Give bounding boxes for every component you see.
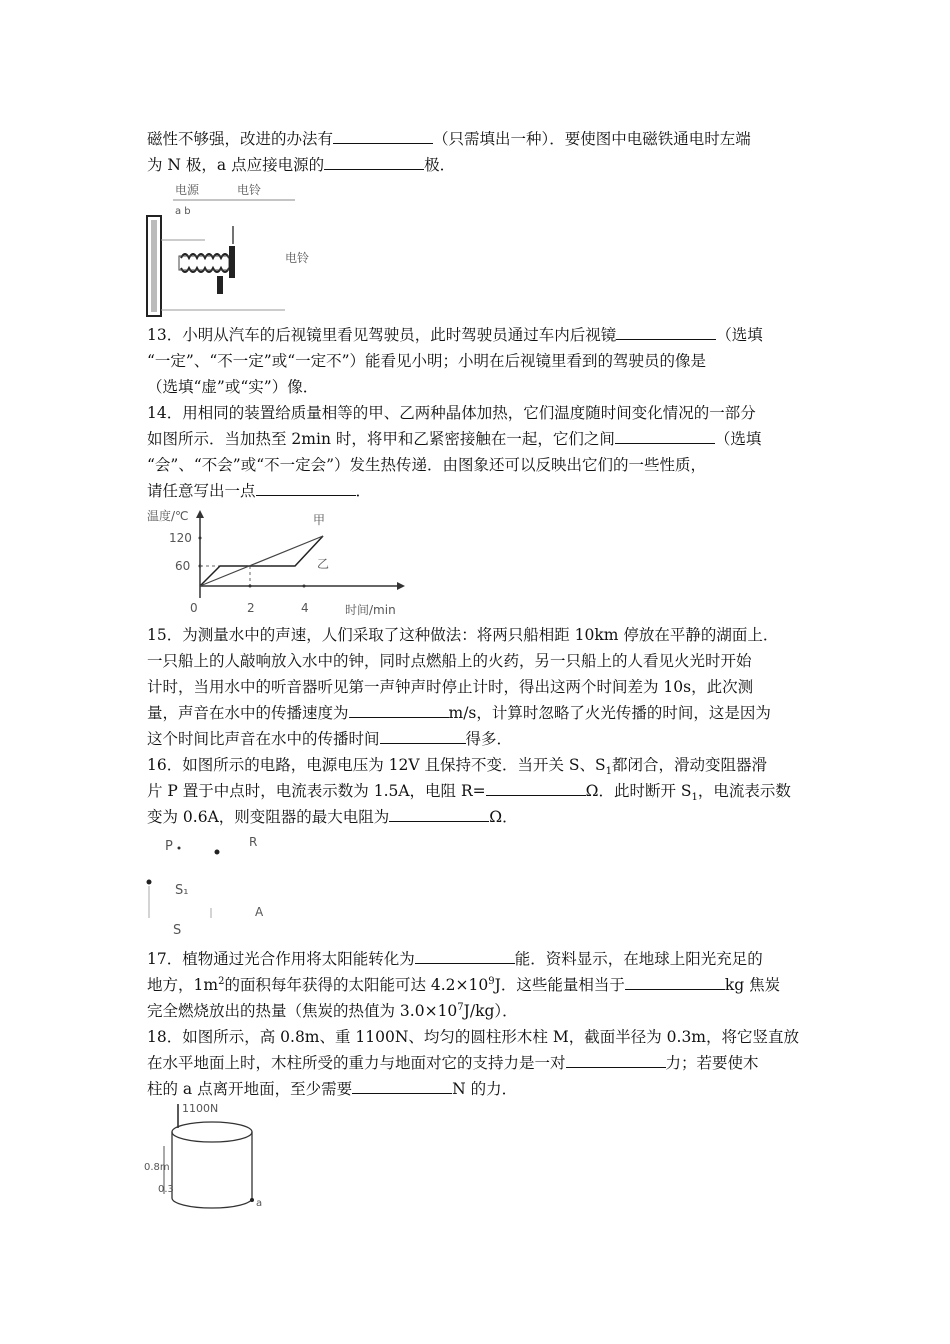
y-tick-120: 120: [169, 531, 192, 545]
q13-line-3: （选填“虚”或“实”）像．: [147, 378, 319, 396]
q17-line-1: 17．植物通过光合作用将太阳能转化为 能．资料显示，在地球上阳光充足的: [147, 950, 763, 968]
fig-label-radius: 0.3: [158, 1184, 174, 1195]
temperature-time-graph: [145, 506, 475, 620]
q12-line-2: 为 N 极，a 点应接电源的 极．: [147, 156, 456, 174]
q14-line-3: “会”、“不会”或“不一定会”）发生热传递．由图象还可以反映出它们的一些性质，: [147, 456, 707, 474]
q13-line-2: “一定”、“不一定”或“一定不”）能看见小明；小明在后视镜里看到的驾驶员的像是: [147, 352, 707, 370]
q18-line-1: 18．如图所示，高 0.8m、重 1100N、均匀的圆柱形木柱 M，截面半径为 0.3m，将它竖直放: [147, 1028, 800, 1046]
q12-line-1: 磁性不够强，改进的办法有 （只需填出一种）．要使图中电磁铁通电时左端: [147, 130, 751, 148]
q18-line-2: 在水平地面上时，木柱所受的重力与地面对它的支持力是一对 力；若要使木: [147, 1054, 759, 1072]
x-tick-0: 0: [190, 601, 198, 615]
fig-label-A: A: [255, 905, 264, 919]
y-axis-arrow: [196, 510, 204, 518]
answer-blank[interactable]: [415, 949, 515, 964]
q15-line-3: 计时，当用水中的听音器听见第一声钟声时停止计时，得出这两个时间差为 10s，此次测: [147, 678, 754, 696]
fig-label-bell-right: 电铃: [285, 251, 310, 265]
answer-blank[interactable]: [352, 1079, 452, 1094]
series-jia-label: 甲: [313, 513, 326, 527]
fig-label-ab: a b: [175, 206, 191, 217]
cylinder-figure: [140, 1098, 290, 1218]
x-tick-4: 4: [301, 601, 309, 615]
fig-label-a: a: [256, 1198, 263, 1209]
answer-blank[interactable]: [324, 155, 424, 170]
graph-ylabel: 温度/℃: [147, 509, 189, 523]
answer-blank[interactable]: [349, 703, 449, 718]
fig-label-bell: 电铃: [237, 183, 262, 197]
answer-blank[interactable]: [566, 1053, 666, 1068]
series-yi-label: 乙: [317, 557, 330, 571]
answer-blank[interactable]: [389, 807, 489, 822]
q15-line-2: 一只船上的人敲响放入水中的钟，同时点燃船上的火药，另一只船上的人看见火光时开始: [147, 652, 752, 670]
electromagnet-figure: [145, 180, 335, 320]
q13-line-1: 13．小明从汽车的后视镜里看见驾驶员，此时驾驶员通过车内后视镜 （选填: [147, 326, 763, 344]
q15-line-4: 量，声音在水中的传播速度为 m/s，计算时忽略了火光传播的时间，这是因为: [147, 704, 771, 722]
fig-label-force: 1100N: [182, 1102, 219, 1115]
x-tick-2: 2: [247, 601, 255, 615]
circuit-figure: [145, 830, 305, 940]
q14-line-4: 请任意写出一点 ．: [147, 482, 372, 500]
answer-blank[interactable]: [486, 781, 586, 796]
fig-label-height: 0.8m: [144, 1162, 170, 1173]
series-yi-line: [200, 536, 323, 586]
q14-line-1: 14．用相同的装置给质量相等的甲、乙两种晶体加热，它们温度随时间变化情况的一部分: [147, 404, 756, 422]
x-axis-arrow: [397, 582, 405, 590]
answer-blank[interactable]: [616, 325, 716, 340]
graph-xlabel: 时间/min: [345, 603, 396, 617]
q16-line-1: 16．如图所示的电路，电源电压为 12V 且保持不变．当开关 S、$S_1$都闭合，滑动变阻器滑: [147, 756, 768, 778]
q15-line-5: 这个时间比声音在水中的传播时间 得多．: [147, 730, 513, 748]
fig-label-S: S: [173, 923, 182, 938]
fig-label-S1: S₁: [175, 883, 189, 898]
q18-line-3: 柱的 a 点离开地面，至少需要 N 的力．: [147, 1080, 518, 1098]
answer-blank[interactable]: [256, 481, 356, 496]
q17-line-2: 地方，$1m^2$的面积每年获得的太阳能可达 $4.2\times 10^9J$．这些能量相当于 kg 焦炭: [147, 975, 781, 994]
answer-blank[interactable]: [333, 129, 433, 144]
y-tick-60: 60: [175, 559, 191, 573]
q16-line-3: 变为 0.6A，则变阻器的最大电阻为 Ω．: [147, 808, 518, 826]
fig-label-R: R: [249, 835, 258, 849]
q15-line-1: 15．为测量水中的声速，人们采取了这种做法：将两只船相距 10km 停放在平静的湖面上．: [147, 626, 779, 644]
answer-blank[interactable]: [380, 729, 466, 744]
fig-label-P: P: [165, 839, 173, 854]
q17-line-3: 完全燃烧放出的热量（焦炭的热值为 $3.0\times 10^7J/kg$）．: [147, 1001, 518, 1020]
answer-blank[interactable]: [615, 429, 715, 444]
q14-line-2: 如图所示．当加热至 2min 时，将甲和乙紧密接触在一起，它们之间 （选填: [147, 430, 762, 448]
q16-line-2: 片 P 置于中点时，电流表示数为 1.5A，电阻 R= Ω．此时断开 $S_1$，电流表示数: [147, 782, 791, 804]
fig-label-power: 电源: [175, 183, 200, 197]
answer-blank[interactable]: [625, 975, 725, 990]
